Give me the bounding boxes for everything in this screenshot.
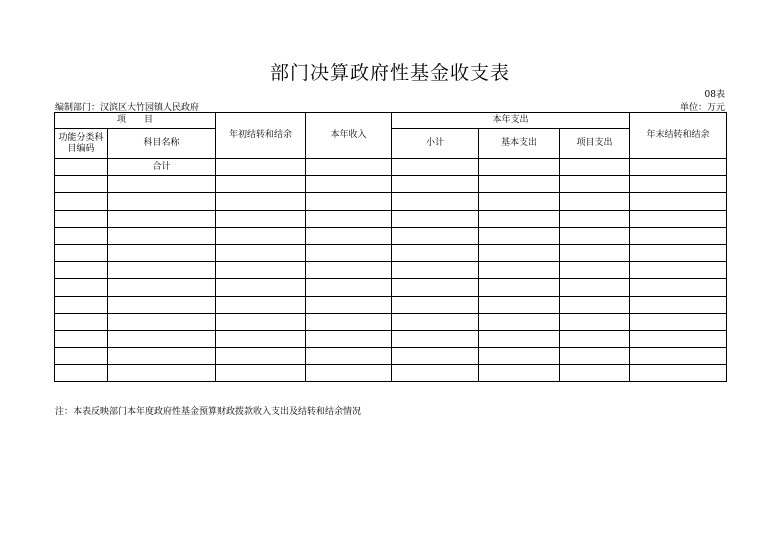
table-number: 08表 (704, 90, 725, 100)
table-cell (479, 279, 560, 296)
table-row (55, 348, 727, 365)
table-cell (55, 159, 108, 176)
table-cell (560, 176, 630, 193)
table-cell (108, 262, 216, 279)
table-row (55, 244, 727, 261)
table-cell (216, 296, 306, 313)
table-cell (108, 348, 216, 365)
table-row (55, 176, 727, 193)
table-cell (479, 159, 560, 176)
table-cell (108, 193, 216, 210)
table-cell (216, 313, 306, 330)
table-cell (306, 330, 392, 347)
table-cell (630, 210, 727, 227)
table-row (55, 330, 727, 347)
fund-table (54, 112, 727, 382)
table-cell (108, 313, 216, 330)
table-cell (392, 262, 479, 279)
table-cell (479, 176, 560, 193)
table-cell (55, 279, 108, 296)
table-cell (392, 330, 479, 347)
table-cell (55, 330, 108, 347)
table-cell (560, 193, 630, 210)
table-cell (630, 348, 727, 365)
table-cell (306, 159, 392, 176)
table-cell (55, 227, 108, 244)
table-cell (108, 365, 216, 382)
table-cell (560, 296, 630, 313)
table-cell (392, 244, 479, 261)
table-cell (216, 365, 306, 382)
page-title: 部门决算政府性基金收支表 (269, 62, 510, 84)
table-cell (108, 296, 216, 313)
table-cell (479, 330, 560, 347)
table-cell (630, 159, 727, 176)
table-cell (55, 296, 108, 313)
table-cell (392, 296, 479, 313)
table-row (55, 262, 727, 279)
table-cell (630, 227, 727, 244)
table-cell (216, 210, 306, 227)
table-cell (560, 365, 630, 382)
table-cell (55, 176, 108, 193)
table-cell (479, 313, 560, 330)
table-cell (108, 227, 216, 244)
header-subtotal: 小计 (392, 129, 479, 159)
table-cell (630, 193, 727, 210)
table-cell (479, 244, 560, 261)
table-cell (392, 210, 479, 227)
table-cell (630, 330, 727, 347)
table-cell (216, 193, 306, 210)
table-cell (216, 348, 306, 365)
table-cell (630, 176, 727, 193)
header-basic-expense: 基本支出 (479, 129, 560, 159)
table-cell (306, 279, 392, 296)
table-cell (630, 262, 727, 279)
table-cell (392, 313, 479, 330)
unit-label: 单位：万元 (679, 103, 725, 113)
table-cell (630, 279, 727, 296)
table-cell (55, 210, 108, 227)
compiling-department: 编制部门：汉滨区大竹园镇人民政府 (55, 103, 200, 113)
table-cell (55, 262, 108, 279)
header-item: 项 目 (55, 113, 216, 129)
table-cell (479, 348, 560, 365)
table-row (55, 193, 727, 210)
table-cell (55, 193, 108, 210)
table-cell (392, 365, 479, 382)
table-cell (560, 348, 630, 365)
table-cell (392, 348, 479, 365)
total-label: 合计 (108, 159, 216, 176)
table-cell (216, 244, 306, 261)
table-cell (479, 210, 560, 227)
table-cell (55, 365, 108, 382)
table-cell (55, 348, 108, 365)
table-cell (560, 279, 630, 296)
table-cell (306, 193, 392, 210)
table-cell (216, 176, 306, 193)
table-cell (55, 244, 108, 261)
table-cell (630, 313, 727, 330)
table-row (55, 279, 727, 296)
table-row (55, 365, 727, 382)
table-cell (560, 262, 630, 279)
header-subject-name: 科目名称 (108, 129, 216, 159)
table-cell (630, 365, 727, 382)
header-func-code: 功能分类科目编码 (55, 129, 108, 159)
table-cell (479, 365, 560, 382)
table-cell (108, 244, 216, 261)
table-cell (306, 176, 392, 193)
total-row (55, 159, 727, 176)
table-row (55, 296, 727, 313)
header-project-expense: 项目支出 (560, 129, 630, 159)
table-cell (392, 227, 479, 244)
table-cell (479, 262, 560, 279)
table-cell (560, 227, 630, 244)
header-end-balance: 年末结转和结余 (630, 113, 727, 159)
table-cell (392, 279, 479, 296)
table-cell (216, 227, 306, 244)
table-cell (306, 210, 392, 227)
table-cell (392, 193, 479, 210)
table-row (55, 313, 727, 330)
table-cell (306, 244, 392, 261)
table-cell (560, 313, 630, 330)
table-cell (216, 330, 306, 347)
table-cell (479, 227, 560, 244)
table-cell (108, 210, 216, 227)
table-cell (216, 279, 306, 296)
table-cell (560, 330, 630, 347)
table-cell (630, 296, 727, 313)
table-cell (479, 296, 560, 313)
table-cell (108, 279, 216, 296)
table-cell (306, 227, 392, 244)
table-cell (306, 262, 392, 279)
header-expense: 本年支出 (392, 113, 630, 129)
table-cell (216, 159, 306, 176)
table-cell (560, 244, 630, 261)
table-cell (306, 348, 392, 365)
header-begin-balance: 年初结转和结余 (216, 113, 306, 159)
table-cell (630, 244, 727, 261)
table-row (55, 227, 727, 244)
table-row (55, 210, 727, 227)
table-cell (108, 176, 216, 193)
table-cell (392, 176, 479, 193)
table-cell (216, 262, 306, 279)
table-cell (560, 210, 630, 227)
table-cell (479, 193, 560, 210)
table-cell (392, 159, 479, 176)
table-cell (108, 330, 216, 347)
header-income: 本年收入 (306, 113, 392, 159)
table-cell (306, 365, 392, 382)
table-cell (306, 296, 392, 313)
table-cell (560, 159, 630, 176)
table-cell (306, 313, 392, 330)
table-cell (55, 313, 108, 330)
footnote: 注：本表反映部门本年度政府性基金预算财政拨款收入支出及结转和结余情况 (55, 407, 362, 417)
